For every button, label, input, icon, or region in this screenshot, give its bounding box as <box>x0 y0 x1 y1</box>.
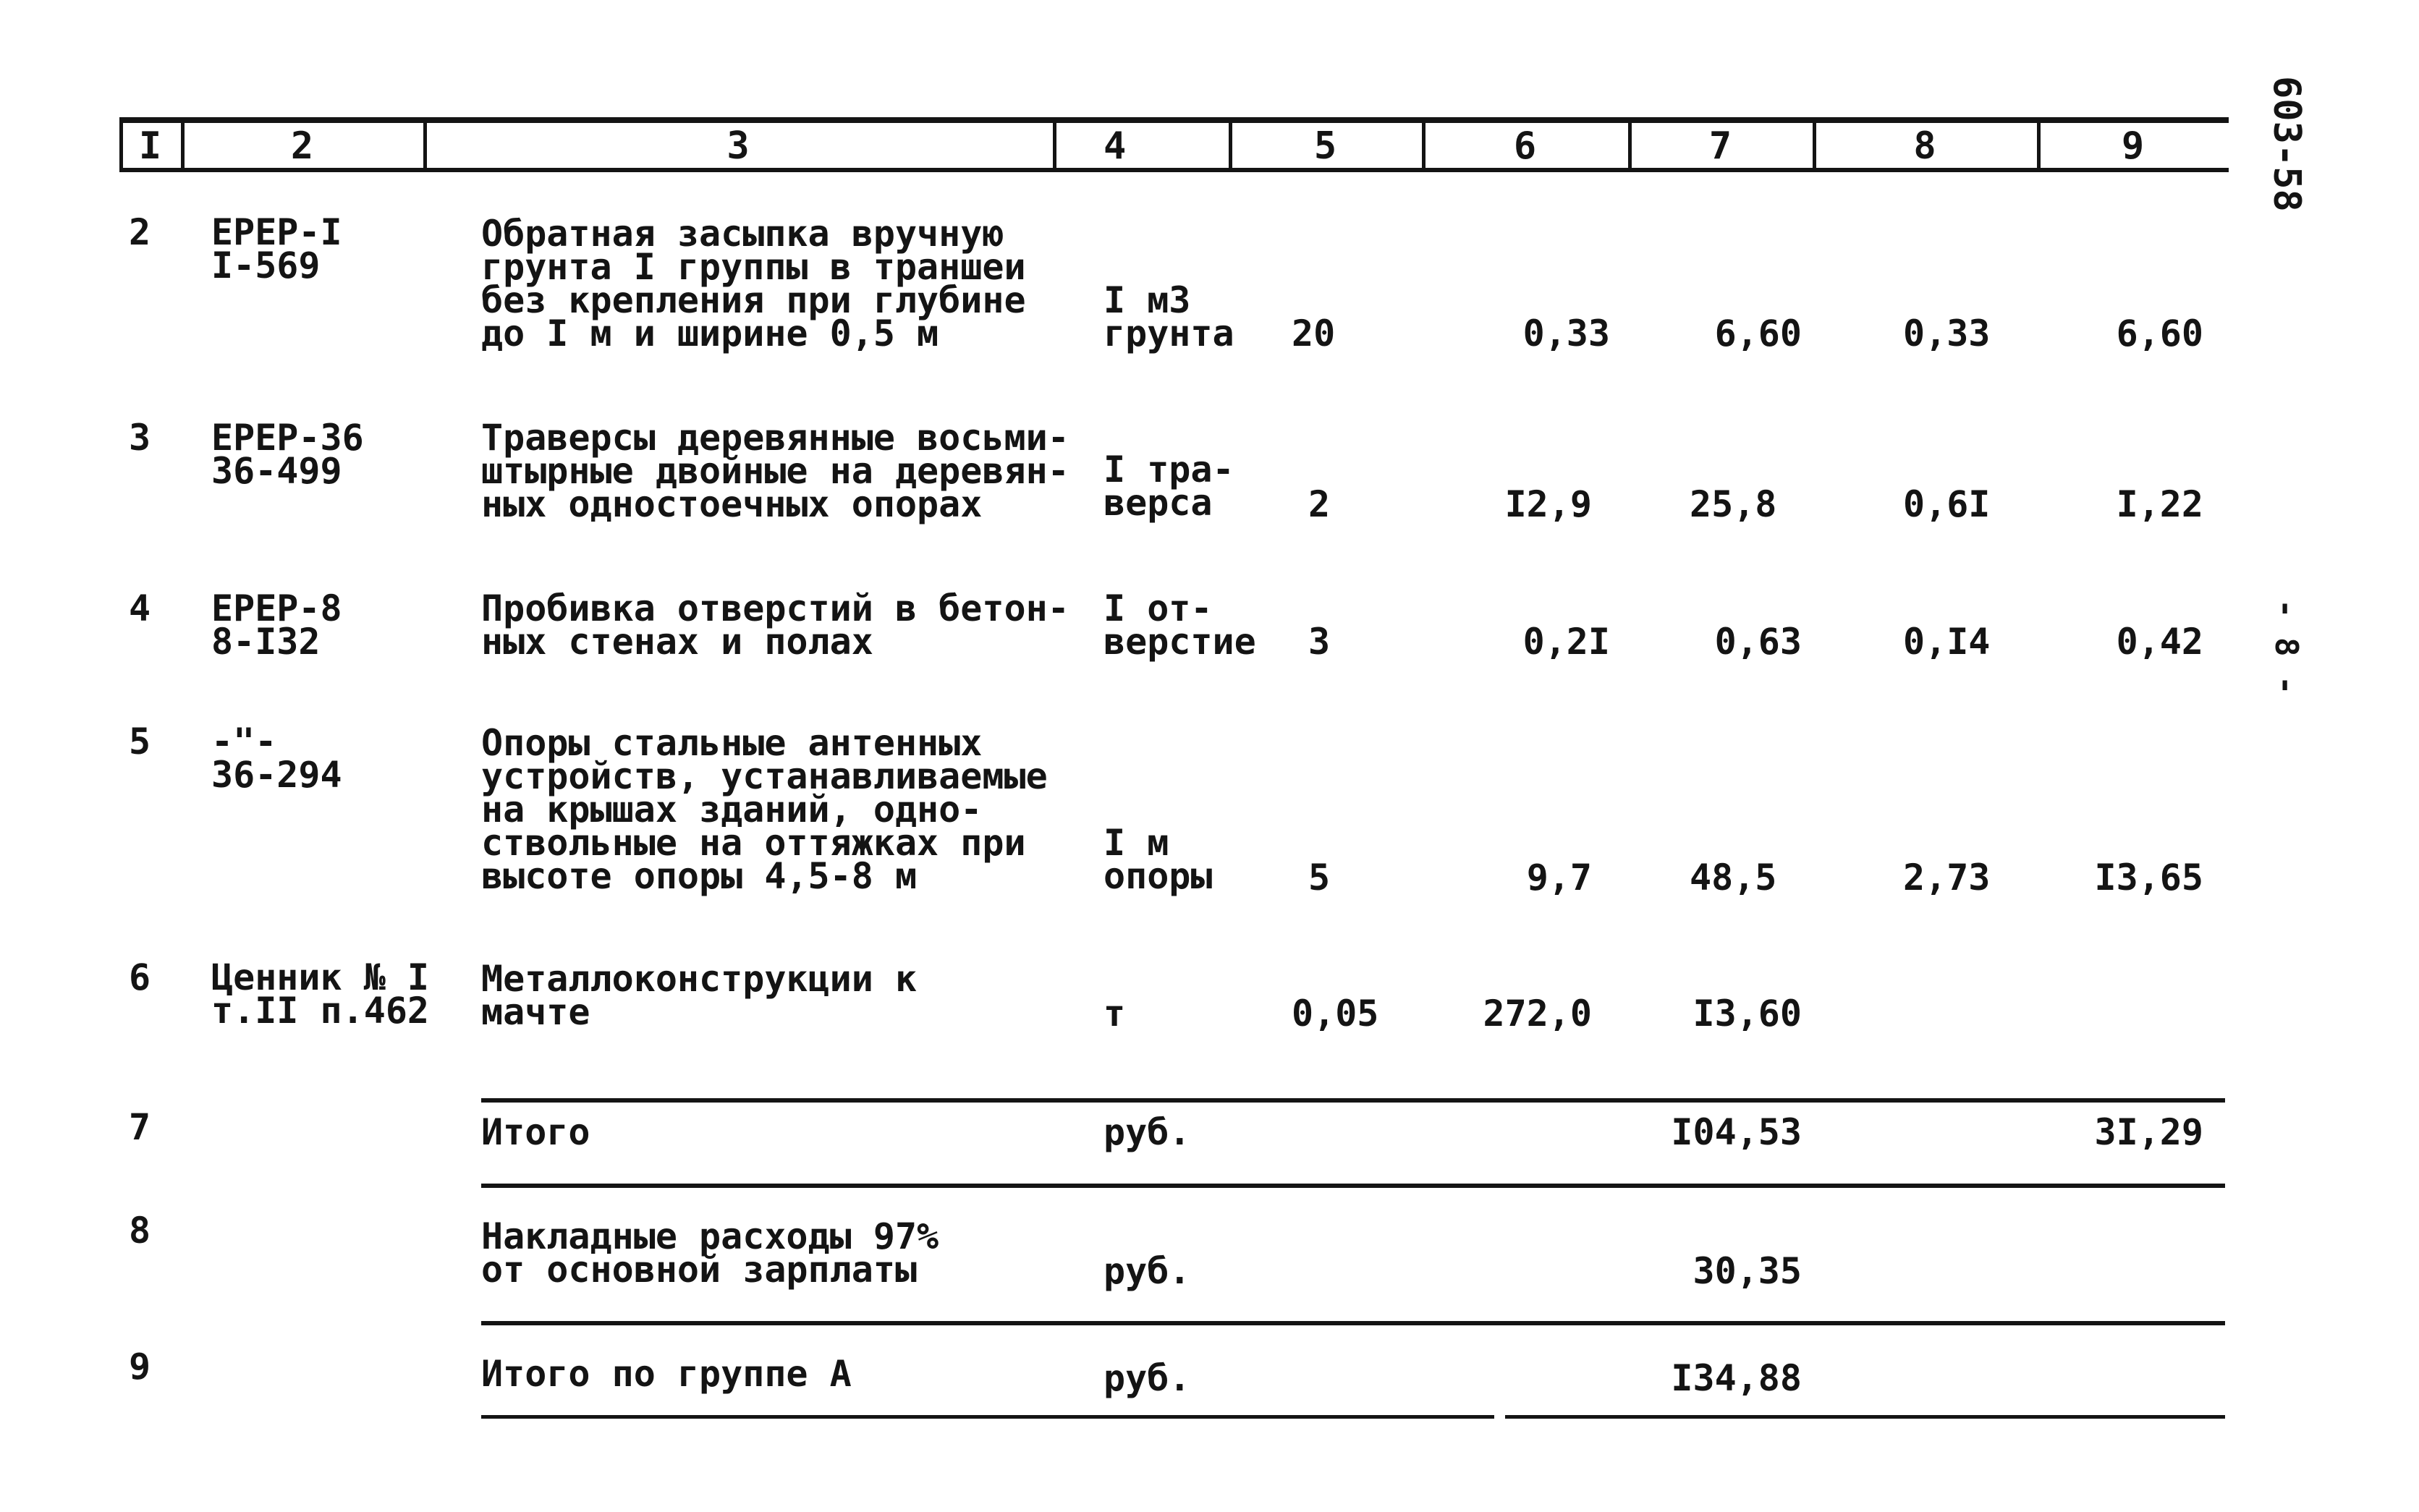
row-number: 6 <box>129 956 151 998</box>
row-code-line: -"- <box>211 721 277 763</box>
row-code <box>211 417 364 492</box>
total-description <box>481 1111 590 1153</box>
row-unit-price: 9,7 <box>1526 857 1592 899</box>
row-wage: 0,6I <box>1903 483 1991 525</box>
row-unit-price: 0,33 <box>1522 313 1610 354</box>
col-header-8: 8 <box>1913 124 1936 168</box>
desc-line: ных стенах и полах <box>481 621 873 663</box>
row-description <box>481 722 1048 897</box>
row-quantity: 3 <box>1308 621 1331 663</box>
total-rule <box>481 1321 2225 1325</box>
row-wage-total: I,22 <box>2116 483 2203 525</box>
row-description <box>481 213 1026 354</box>
desc-line: Металлоконструкции к <box>481 958 918 1000</box>
row-code-line: I-569 <box>211 245 321 286</box>
desc-line: штырные двойные на деревян- <box>481 450 1069 492</box>
row-code-line: 36-499 <box>211 450 342 492</box>
row-total: 25,8 <box>1690 483 1777 525</box>
row-code-line: 36-294 <box>211 754 342 796</box>
row-number: 8 <box>129 1210 151 1252</box>
desc-line: устройств, устанавливаемые <box>481 755 1048 797</box>
row-quantity: 20 <box>1292 313 1336 354</box>
unit-line: опоры <box>1103 855 1213 897</box>
total-wage-sum: 3I,29 <box>2094 1111 2203 1153</box>
row-wage-total: 6,60 <box>2116 313 2203 354</box>
unit-line: т <box>1103 993 1126 1035</box>
header-bottom-rule <box>119 168 2229 172</box>
header-top-rule <box>119 117 2229 123</box>
row-wage-total: I3,65 <box>2094 857 2203 899</box>
row-unit <box>1103 993 1126 1035</box>
row-total: 48,5 <box>1690 857 1777 899</box>
col-header-4: 4 <box>1103 124 1127 168</box>
row-quantity: 0,05 <box>1292 993 1379 1035</box>
total-description <box>481 1353 852 1395</box>
row-quantity: 2 <box>1308 483 1331 525</box>
unit-line: грунта <box>1103 313 1234 354</box>
row-code-line: ЕРЕР-36 <box>211 417 364 459</box>
col-header-2: 2 <box>290 124 314 168</box>
desc-line: Накладные расходы 97% <box>481 1215 939 1257</box>
col-header-9: 9 <box>2121 124 2145 168</box>
row-number: 9 <box>129 1346 151 1388</box>
row-unit <box>1103 449 1234 524</box>
desc-line: до I м и ширине 0,5 м <box>481 313 939 354</box>
unit-line: I м <box>1103 822 1169 864</box>
document-code: 603-58 <box>2265 76 2308 212</box>
total-sum: I04,53 <box>1671 1111 1802 1153</box>
unit-line: верса <box>1103 482 1213 524</box>
desc-line: Опоры стальные антенных <box>481 722 983 764</box>
bottom-rule <box>1505 1415 2225 1419</box>
desc-line: ствольные на оттяжках при <box>481 822 1026 864</box>
row-code <box>211 721 342 796</box>
total-unit: руб. <box>1103 1357 1191 1399</box>
desc-line: на крышах зданий, одно- <box>481 789 983 831</box>
total-description <box>481 1215 939 1291</box>
row-description <box>481 958 918 1033</box>
bottom-rule <box>481 1415 1494 1419</box>
page-number: - 8 - <box>2268 599 2305 695</box>
row-wage-total: 0,42 <box>2116 621 2203 663</box>
desc-line: грунта I группы в траншеи <box>481 246 1026 288</box>
row-code-line: ЕРЕР-I <box>211 211 342 253</box>
desc-line: Итого <box>481 1111 590 1153</box>
row-wage: 2,73 <box>1903 857 1991 899</box>
desc-line: ных одностоечных опорах <box>481 483 983 525</box>
row-number: 5 <box>129 721 151 763</box>
row-number: 2 <box>129 211 151 253</box>
desc-line: Обратная засыпка вручную <box>481 213 1004 255</box>
row-number: 4 <box>129 587 151 629</box>
row-code-line: 8-I32 <box>211 621 321 663</box>
col-header-1: I <box>138 124 162 168</box>
row-total: I3,60 <box>1693 993 1802 1035</box>
desc-line: Итого по группе А <box>481 1353 852 1395</box>
col-header-7: 7 <box>1708 124 1732 168</box>
desc-line: высоте опоры 4,5-8 м <box>481 855 918 897</box>
desc-line: от основной зарплаты <box>481 1249 918 1291</box>
total-sum: 30,35 <box>1693 1250 1802 1292</box>
row-wage: 0,I4 <box>1903 621 1991 663</box>
row-description <box>481 417 1069 525</box>
row-unit-price: I2,9 <box>1504 483 1592 525</box>
desc-line: без крепления при глубине <box>481 279 1026 321</box>
unit-line: I тра- <box>1103 449 1234 490</box>
row-total: 0,63 <box>1714 621 1802 663</box>
row-wage: 0,33 <box>1903 313 1991 354</box>
desc-line: мачте <box>481 991 590 1033</box>
row-unit <box>1103 822 1213 897</box>
row-unit <box>1103 587 1256 663</box>
unit-line: I м3 <box>1103 279 1191 321</box>
desc-line: Пробивка отверстий в бетон- <box>481 587 1069 629</box>
row-code-line: т.II п.462 <box>211 990 430 1032</box>
total-top-rule <box>481 1098 2225 1103</box>
col-header-3: 3 <box>726 124 750 168</box>
row-quantity: 5 <box>1308 857 1331 899</box>
col-header-6: 6 <box>1513 124 1537 168</box>
col-header-5: 5 <box>1313 124 1337 168</box>
row-description <box>481 587 1069 663</box>
row-code <box>211 211 342 286</box>
desc-line: Траверсы деревянные восьми- <box>481 417 1069 459</box>
unit-line: I от- <box>1103 587 1213 629</box>
row-number: 3 <box>129 417 151 459</box>
row-unit-price: 272,0 <box>1483 993 1592 1035</box>
total-unit: руб. <box>1103 1111 1191 1153</box>
row-unit <box>1103 279 1234 354</box>
row-code-line: ЕРЕР-8 <box>211 587 342 629</box>
total-rule <box>481 1184 2225 1188</box>
row-code-line: Ценник № I <box>211 956 430 998</box>
total-unit: руб. <box>1103 1250 1191 1292</box>
row-code <box>211 956 430 1032</box>
unit-line: верстие <box>1103 621 1256 663</box>
total-sum: I34,88 <box>1671 1357 1802 1399</box>
row-number: 7 <box>129 1106 151 1148</box>
row-total: 6,60 <box>1714 313 1802 354</box>
row-code <box>211 587 342 663</box>
row-unit-price: 0,2I <box>1522 621 1610 663</box>
